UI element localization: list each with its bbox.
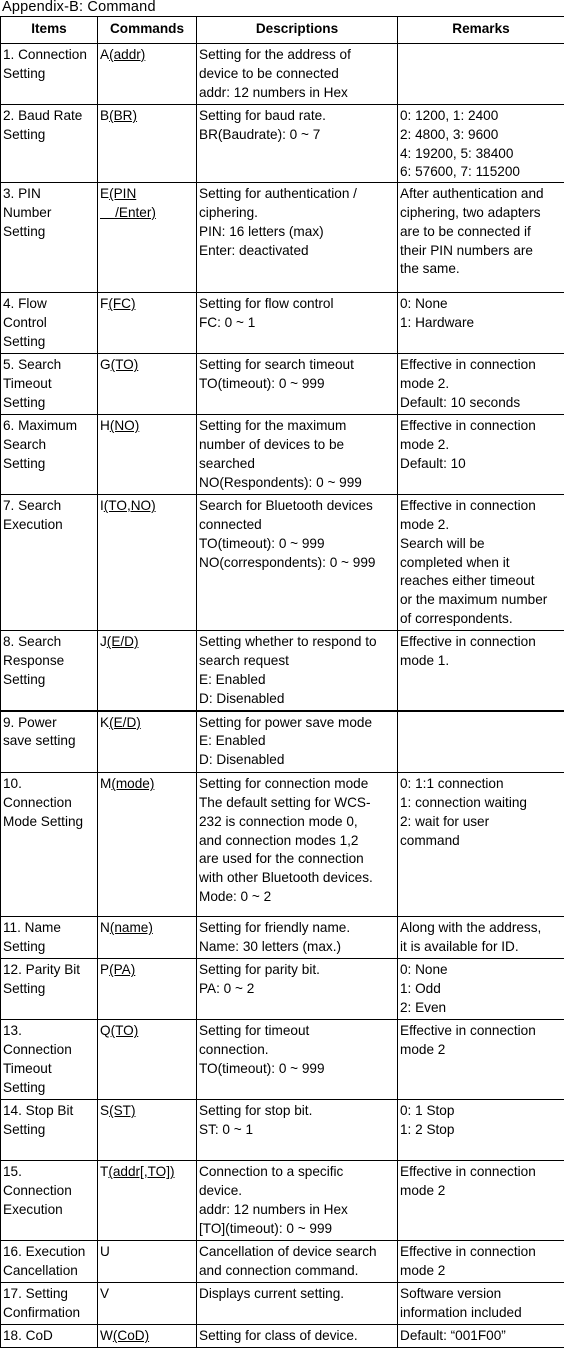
remarks-cell: Effective in connection mode 2. Search will be completed when it reaches either timeout or the maximum number of correspondents. (398, 495, 564, 631)
remarks-cell: Effective in connection mode 2. Default: 10 seconds (398, 354, 564, 415)
item-cell: 10. Connection Mode Setting (1, 773, 98, 917)
column-header-remarks: Remarks (398, 17, 564, 44)
remarks-cell: Effective in connection mode 1. (398, 631, 564, 711)
description-cell: Setting for flow control FC: 0 ~ 1 (197, 293, 398, 354)
command-cell (98, 354, 197, 415)
command-cell (98, 105, 197, 183)
command-argument: (NO) (110, 418, 139, 433)
command-cell (98, 631, 197, 711)
table-header-row (1, 17, 564, 44)
table-row (1, 105, 564, 183)
table-row (1, 959, 564, 1020)
table-row (1, 1283, 564, 1325)
remarks-cell: 0: None 1: Hardware (398, 293, 564, 354)
item-cell: 8. Search Response Setting (1, 631, 98, 711)
item-cell: 5. Search Timeout Setting (1, 354, 98, 415)
description-cell: Setting for stop bit. ST: 0 ~ 1 (197, 1100, 398, 1161)
command-argument: (PA) (109, 962, 135, 977)
table-row (1, 631, 564, 711)
command-letter: U (100, 1244, 110, 1259)
table-row (1, 495, 564, 631)
command-argument: (addr[,TO]) (108, 1164, 174, 1179)
description-cell: Connection to a specific device. addr: 12 numbers in Hex [TO](timeout): 0 ~ 999 (197, 1161, 398, 1241)
remarks-cell (398, 711, 564, 773)
command-letter: E (100, 186, 109, 201)
command-letter: I (100, 498, 104, 513)
item-cell: 14. Stop Bit Setting (1, 1100, 98, 1161)
remarks-cell: Effective in connection mode 2 (398, 1020, 564, 1100)
command-cell (98, 293, 197, 354)
table-row (1, 1100, 564, 1161)
command-argument: (FC) (108, 296, 135, 311)
table-row (1, 711, 564, 773)
column-header-commands: Commands (98, 17, 197, 44)
column-header-descriptions: Descriptions (197, 17, 398, 44)
command-letter: T (100, 1164, 108, 1179)
item-cell: 17. Setting Confirmation (1, 1283, 98, 1325)
command-cell (98, 959, 197, 1020)
command-cell (98, 711, 197, 773)
command-cell (98, 1283, 197, 1325)
remarks-cell: After authentication and ciphering, two adapters are to be connected if their PIN numbers are the same. (398, 183, 564, 293)
remarks-cell: 0: 1:1 connection 1: connection waiting 2: wait for user command (398, 773, 564, 917)
item-cell: 4. Flow Control Setting (1, 293, 98, 354)
command-table (0, 16, 564, 1348)
description-cell: Setting for connection mode The default setting for WCS- 232 is connection mode 0, and connection modes 1,2 are used for the connection with other Bluetooth devices. Mode: 0 ~ 2 (197, 773, 398, 917)
command-letter: V (100, 1286, 109, 1301)
command-cell (98, 183, 197, 293)
item-cell: 12. Parity Bit Setting (1, 959, 98, 1020)
command-cell (98, 1020, 197, 1100)
description-cell: Setting for friendly name. Name: 30 letters (max.) (197, 917, 398, 959)
command-argument: (ST) (109, 1103, 135, 1118)
remarks-cell: Effective in connection mode 2 (398, 1241, 564, 1283)
item-cell: 13. Connection Timeout Setting (1, 1020, 98, 1100)
command-letter: N (100, 920, 110, 935)
table-row (1, 415, 564, 495)
page-title: Appendix-B: Command (2, 0, 156, 15)
table-row (1, 44, 564, 105)
description-cell: Search for Bluetooth devices connected TO(timeout): 0 ~ 999 NO(correspondents): 0 ~ 999 (197, 495, 398, 631)
command-cell (98, 1100, 197, 1161)
item-cell: 18. CoD (1, 1325, 98, 1348)
description-cell: Cancellation of device search and connection command. (197, 1241, 398, 1283)
command-argument: (CoD) (113, 1328, 149, 1343)
command-cell (98, 495, 197, 631)
command-argument: (BR) (109, 108, 137, 123)
command-cell (98, 1241, 197, 1283)
command-cell (98, 1325, 197, 1348)
command-argument: (addr) (109, 47, 145, 62)
command-argument: (TO) (111, 357, 139, 372)
description-cell: Setting for parity bit. PA: 0 ~ 2 (197, 959, 398, 1020)
command-cell (98, 917, 197, 959)
description-cell: Setting for authentication / ciphering. PIN: 16 letters (max) Enter: deactivated (197, 183, 398, 293)
description-cell: Setting whether to respond to search request E: Enabled D: Disenabled (197, 631, 398, 711)
item-cell: 3. PIN Number Setting (1, 183, 98, 293)
item-cell: 7. Search Execution (1, 495, 98, 631)
remarks-cell: 0: 1200, 1: 2400 2: 4800, 3: 9600 4: 19200, 5: 38400 6: 57600, 7: 115200 (398, 105, 564, 183)
table-row (1, 293, 564, 354)
command-letter: A (100, 47, 109, 62)
command-argument: (TO,NO) (104, 498, 156, 513)
description-cell: Setting for timeout connection. TO(timeout): 0 ~ 999 (197, 1020, 398, 1100)
command-argument: (TO) (111, 1023, 139, 1038)
table-row (1, 917, 564, 959)
item-cell: 15. Connection Execution (1, 1161, 98, 1241)
command-letter: H (100, 418, 110, 433)
table-row (1, 1020, 564, 1100)
item-cell: 1. Connection Setting (1, 44, 98, 105)
table-row (1, 773, 564, 917)
description-cell: Setting for class of device. (197, 1325, 398, 1348)
table-row (1, 1325, 564, 1348)
item-cell: 16. Execution Cancellation (1, 1241, 98, 1283)
table-row (1, 1161, 564, 1241)
description-cell: Setting for the address of device to be connected addr: 12 numbers in Hex (197, 44, 398, 105)
remarks-cell: Default: “001F00” (398, 1325, 564, 1348)
item-cell: 2. Baud Rate Setting (1, 105, 98, 183)
command-cell (98, 1161, 197, 1241)
description-cell: Displays current setting. (197, 1283, 398, 1325)
description-cell: Setting for search timeout TO(timeout): 0 ~ 999 (197, 354, 398, 415)
command-letter: G (100, 357, 111, 372)
command-argument: (PIN /Enter) (100, 186, 156, 220)
description-cell: Setting for the maximum number of devices to be searched NO(Respondents): 0 ~ 999 (197, 415, 398, 495)
remarks-cell: Software version information included (398, 1283, 564, 1325)
command-cell (98, 44, 197, 105)
command-letter: S (100, 1103, 109, 1118)
table-row (1, 183, 564, 293)
remarks-cell: Effective in connection mode 2 (398, 1161, 564, 1241)
command-cell (98, 773, 197, 917)
remarks-cell: 0: 1 Stop 1: 2 Stop (398, 1100, 564, 1161)
command-letter: F (100, 296, 108, 311)
command-letter: B (100, 108, 109, 123)
command-letter: M (100, 776, 111, 791)
item-cell: 9. Power save setting (1, 711, 98, 773)
table-row (1, 1241, 564, 1283)
command-cell (98, 415, 197, 495)
command-letter: J (100, 634, 107, 649)
column-header-items: Items (1, 17, 98, 44)
remarks-cell: Along with the address, it is available for ID. (398, 917, 564, 959)
item-cell: 6. Maximum Search Setting (1, 415, 98, 495)
remarks-cell: Effective in connection mode 2. Default: 10 (398, 415, 564, 495)
description-cell: Setting for baud rate. BR(Baudrate): 0 ~ 7 (197, 105, 398, 183)
remarks-cell: 0: None 1: Odd 2: Even (398, 959, 564, 1020)
remarks-cell (398, 44, 564, 105)
command-letter: W (100, 1328, 113, 1343)
command-argument: (name) (110, 920, 153, 935)
table-row (1, 354, 564, 415)
command-argument: (mode) (111, 776, 154, 791)
command-argument: (E/D) (107, 634, 139, 649)
command-argument: (E/D) (109, 715, 141, 730)
item-cell: 11. Name Setting (1, 917, 98, 959)
command-letter: P (100, 962, 109, 977)
command-letter: Q (100, 1023, 111, 1038)
description-cell: Setting for power save mode E: Enabled D: Disenabled (197, 711, 398, 773)
command-letter: K (100, 715, 109, 730)
